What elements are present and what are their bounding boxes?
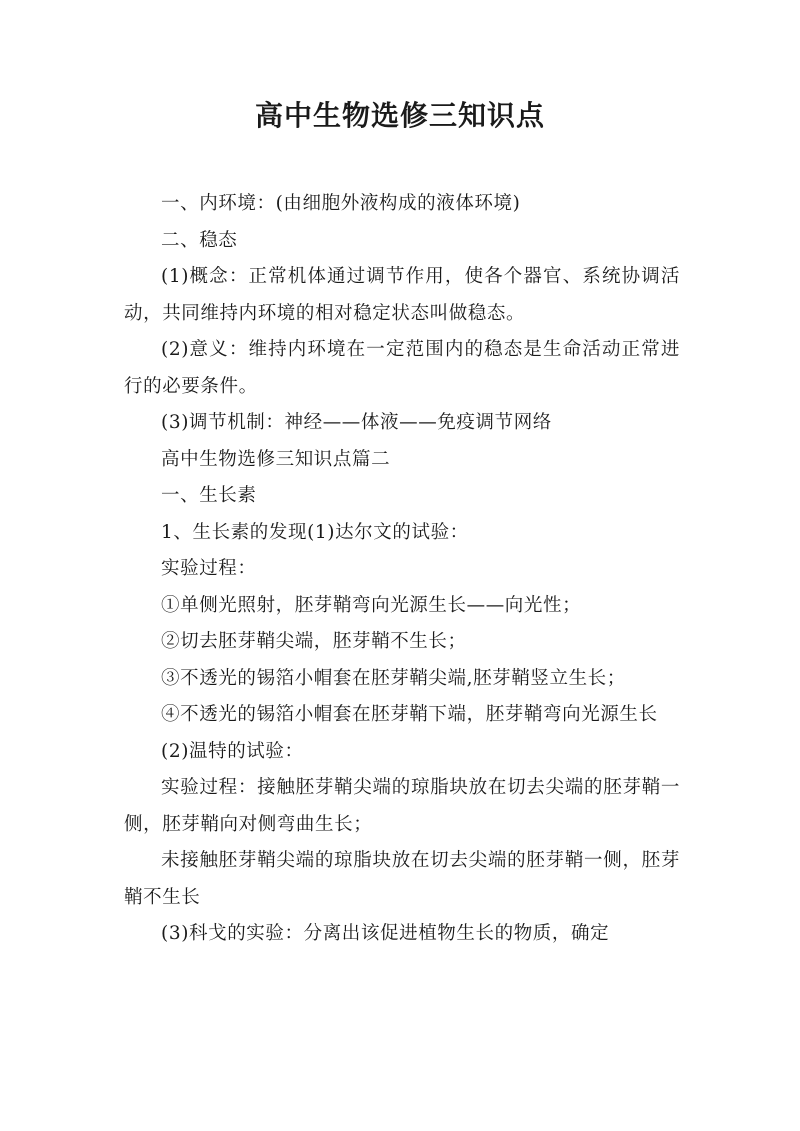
paragraph: ①单侧光照射，胚芽鞘弯向光源生长——向光性； [161, 594, 582, 616]
paragraph: (2)温特的试验： [161, 740, 304, 762]
paragraph: ③不透光的锡箔小帽套在胚芽鞘尖端,胚芽鞘竖立生长； [161, 667, 626, 689]
paragraph: 未接触胚芽鞘尖端的琼脂块放在切去尖端的胚芽鞘一侧，胚芽鞘不生长 [124, 850, 680, 908]
document-title: 高中生物选修三知识点 [254, 99, 545, 132]
paragraph: 实验过程：接触胚芽鞘尖端的琼脂块放在切去尖端的胚芽鞘一侧，胚芽鞘向对侧弯曲生长； [124, 777, 680, 835]
document-body [124, 186, 680, 953]
paragraph: 实验过程： [161, 558, 257, 579]
paragraph: (1)概念：正常机体通过调节作用，使各个器官、系统协调活动，共同维持内环境的相对稳定状态叫做稳态。 [124, 266, 680, 324]
paragraph: 1、生长素的发现(1)达尔文的试验： [161, 521, 469, 543]
paragraph: (3)调节机制：神经——体液——免疫调节网络 [161, 412, 552, 433]
paragraph: (2)意义：维持内环境在一定范围内的稳态是生命活动正常进行的必要条件。 [124, 339, 680, 397]
paragraph: ②切去胚芽鞘尖端，胚芽鞘不生长； [161, 631, 467, 652]
paragraph: (3)科戈的实验：分离出该促进植物生长的物质，确定 [161, 923, 610, 944]
paragraph: 一、内环境：(由细胞外液构成的液体环境) [161, 193, 521, 214]
paragraph: 一、生长素 [161, 485, 257, 506]
paragraph: ④不透光的锡箔小帽套在胚芽鞘下端，胚芽鞘弯向光源生长 [161, 704, 658, 725]
section-heading: 高中生物选修三知识点篇二 [161, 448, 391, 470]
paragraph: 二、稳态 [161, 229, 238, 251]
